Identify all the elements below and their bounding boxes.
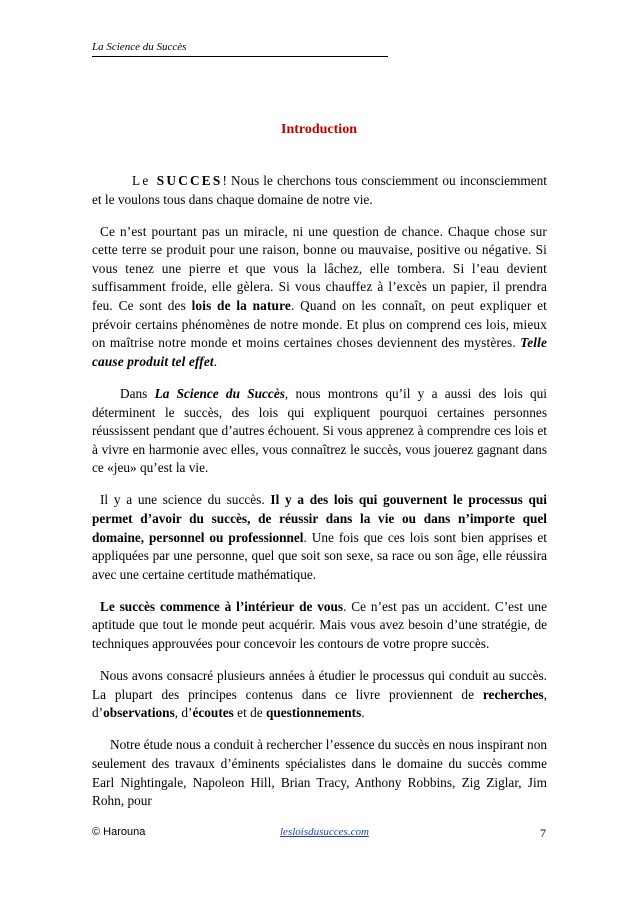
p1-bold-succes: SUCCES <box>156 173 223 188</box>
p6-text-e: , d’ <box>174 705 193 721</box>
paragraph-6 <box>92 667 547 723</box>
section-title: Introduction <box>281 122 357 137</box>
p3-book-title: La Science du Succès <box>154 385 285 401</box>
p3-text-a: Dans <box>120 385 155 401</box>
body-text <box>92 172 547 824</box>
page-number: 7 <box>540 826 546 840</box>
p6-text-g: et de <box>233 705 266 721</box>
p4-text-c: . Une fois que ces lois sont bien apprises et appliquées par une personne, quel que soit son sexe, sa race ou son âge, elle réussira avec une certaine certitude mathématique. <box>92 529 547 582</box>
p4-text-a: Il y a une science du succès. <box>100 492 271 508</box>
p2-text-e: . <box>213 353 218 369</box>
p6-bold-questionnements: questionnements <box>265 705 362 721</box>
p2-bold-lois: lois de la nature <box>191 298 291 314</box>
paragraph-7 <box>92 736 547 810</box>
paragraph-3 <box>92 385 547 478</box>
paragraph-5 <box>92 598 547 654</box>
paragraph-2 <box>92 223 547 372</box>
p2-text-a: Ce n’est pourtant pas un miracle, ni une question de chance. Chaque chose sur cette terre se produit pour une raison, bonne ou mauvaise, positive ou négative. Si vous tenez une pierre et que vous la lâchez, elle tombera. Si l’eau devient suffisamment froide, elle gèlera. Si vous chauffez à l’excès un papier, il prendra feu. Ce sont des <box>92 223 547 314</box>
page-footer <box>92 826 554 842</box>
p2-bold-italic-cause: Telle cause produit tel effet <box>92 335 547 369</box>
footer-website-link[interactable]: lesloisdusucces.com <box>280 826 369 838</box>
p4-bold-lois: Il y a des lois qui gouvernent le processus qui permet d’avoir du succès, de réussir dans la vie ou dans n’importe quel domaine, personnel ou professionnel <box>92 492 548 545</box>
p6-bold-recherches: recherches <box>482 686 544 702</box>
paragraph-1 <box>92 172 547 209</box>
footer-author: © Harouna <box>92 826 146 838</box>
p5-text-b: . Ce n’est pas un accident. C’est une aptitude que tout le monde peut acquérir. Mais vous avez besoin d’une stratégie, de techniques approuvées pour concevoir les contours de votre propre succès. <box>92 598 547 652</box>
p6-text-a: Nous avons consacré plusieurs années à étudier le processus qui conduit au succès. La plupart des principes contenus dans ce livre proviennent de <box>92 668 547 702</box>
running-header: La Science du Succès <box>92 41 388 57</box>
p6-bold-ecoutes: écoutes <box>192 705 234 721</box>
p7-text: Notre étude nous a conduit à rechercher l’essence du succès en nous inspirant non seulement des travaux d’éminents spécialistes dans le domaine du succès comme Earl Nightingale, Napoleon Hill, Brian Tracy, Anthony Robbins, Zig Ziglar, Jim Rohn, pour <box>92 737 547 809</box>
p1-rest: ! Nous le cherchons tous consciemment ou inconsciemment et le voulons tous dans chaque domaine de notre vie. <box>92 173 547 207</box>
p1-lead: Le <box>132 173 157 188</box>
p6-text-c: , d’ <box>92 686 547 721</box>
p2-text-c: . Quand on les connaît, on peut expliquer et prévoir certains phénomènes de notre monde. Et plus on comprend ces lois, mieux on maîtrise notre monde et moins certaines choses deviennent des mystères. <box>92 298 547 351</box>
p6-text-i: . <box>361 705 365 721</box>
p5-bold-lead: Le succès commence à l’intérieur de vous <box>100 598 344 614</box>
p3-text-c: , nous montrons qu’il y a aussi des lois qui déterminent le succès, des lois qui expliquent pourquoi certaines personnes réussissent pendant que d’autres échouent. Si vous apprenez à comprendre ces lois et à vivre en harmonie avec elles, vous connaîtrez le succès, vous jouerez gagnant dans ce «jeu» qu’est la vie. <box>92 385 547 476</box>
p6-bold-observations: observations <box>103 705 175 721</box>
paragraph-4 <box>92 491 547 584</box>
